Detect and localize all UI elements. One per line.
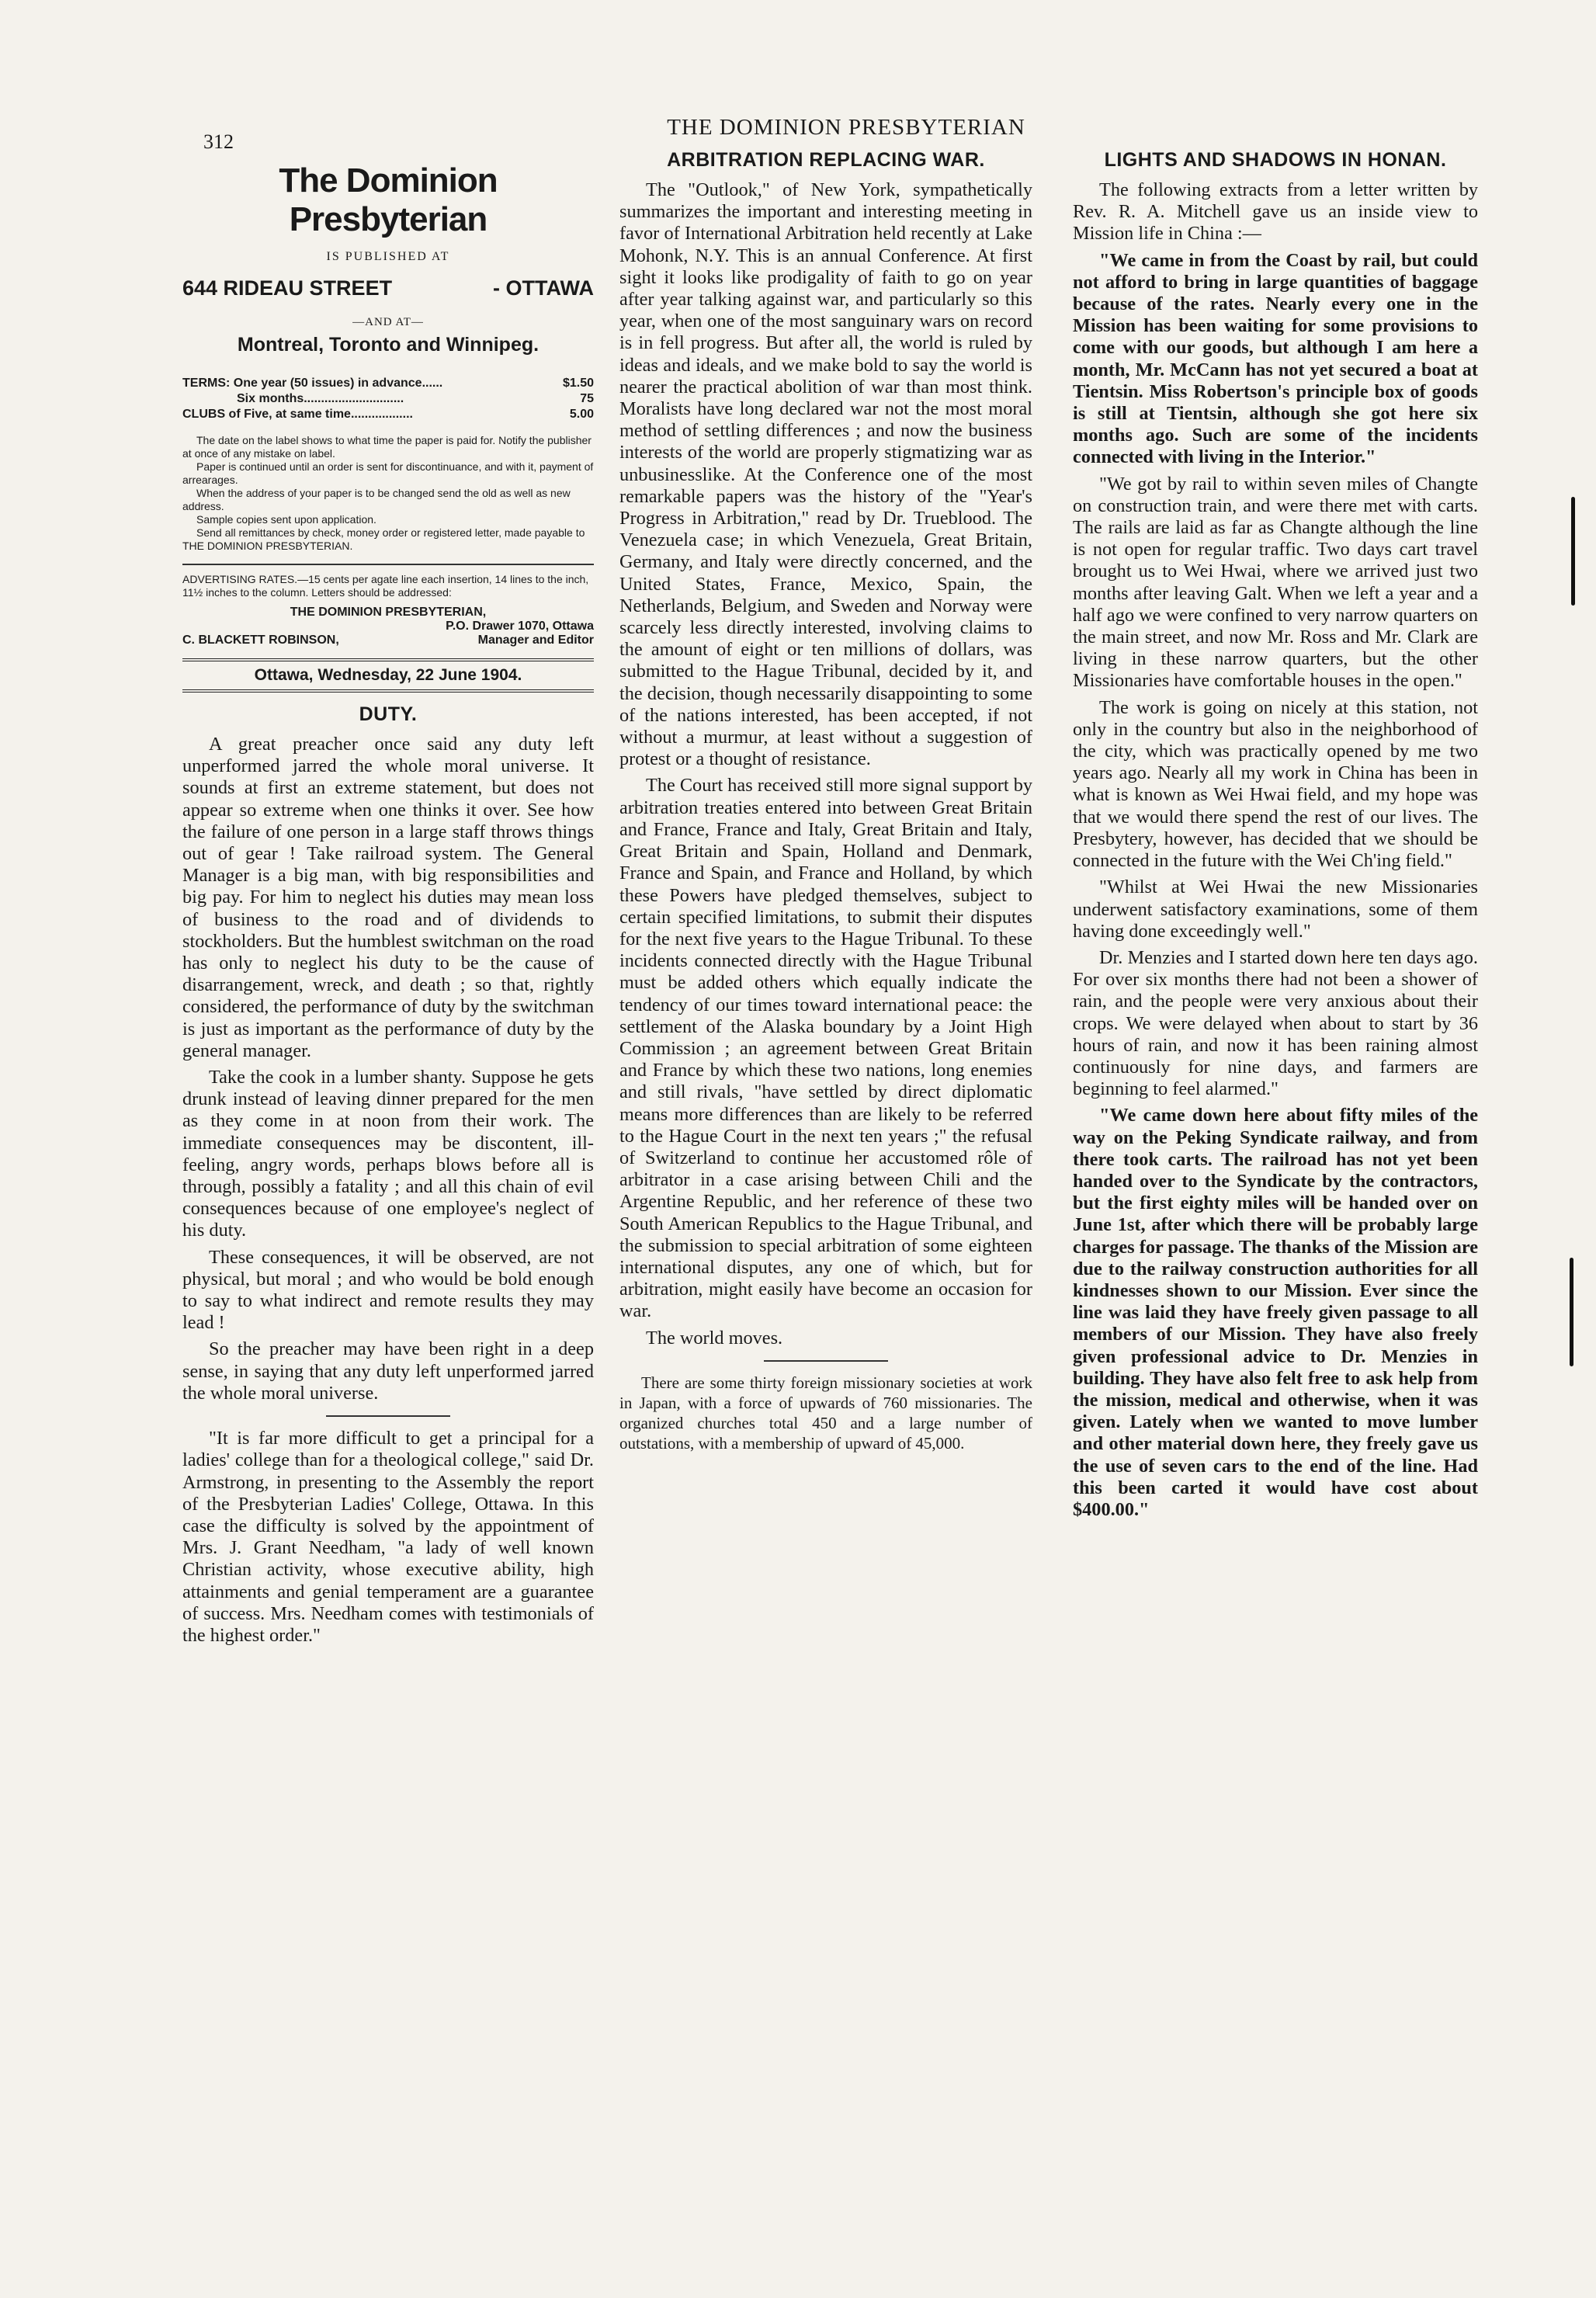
arbitration-article [619,179,1032,1349]
arbitration-heading: ARBITRATION REPLACING WAR. [667,149,985,171]
editor-line: C. BLACKETT ROBINSON, Manager and Editor [182,634,594,647]
paragraph: Take the cook in a lumber shanty. Suppose he gets drunk instead of leaving dinner prepared for the men as they come in at noon from their work. The immediate consequences may be discontent, ill-feeling, angry words, perhaps blows before all is through, possibly a fatality ; and all this chain of evil consequences because of one employee's neglect of his duty. [182,1067,594,1241]
note: Send all remittances by check, money order or registered letter, made payable to THE DOMINION PRESBYTERIAN. [182,526,585,552]
honan-heading: LIGHTS AND SHADOWS IN HONAN. [1104,149,1447,171]
paragraph: The work is going on nicely at this station, not only in the country but also in the neighborhood of the city, which was practically opened by me two years ago. Nearly all my work in China has been in what is known as Wei Hwai field, and my hope was that we would there spend the rest of our lives. The Presbytery, however, has decided that we should be connected in the future with the Wei Ch'ing field." [1073,696,1478,872]
duty-heading: DUTY. [359,703,418,725]
column-left [182,148,594,1651]
paragraph: "Whilst at Wei Hwai the new Missionaries underwent satisfactory examinations, some of them having done exceedingly well." [1073,877,1478,942]
terms-row: TERMS: One year (50 issues) in advance...... $1.50 [182,377,594,390]
note: When the address of your paper is to be changed send the old as well as new address. [182,487,571,512]
address-city: - OTTAWA [493,276,594,300]
masthead-address [182,276,594,300]
paragraph: The following extracts from a letter written by Rev. R. A. Mitchell gave us an inside view to Mission life in China :— [1073,179,1478,245]
masthead-and-at: —AND AT— [352,316,424,328]
paragraph: A great preacher once said any duty left unperformed jarred the whole moral universe. It sounds at first an extreme statement, but does not appear so extreme when one thinks it over. See how the failure of one person in a large staff throws things out of gear ! Take railroad system. The General Manager is a big man, with big responsibilities and big pay. For him to neglect his duties may mean loss of business to the road and of dividends to stockholders. But the humblest switchman on the road has only to neglect his duty to be the cause of disarrangement, wreck, and death ; so that, rightly considered, the performance of duty by the switchman is just as important as the performance of duty by the general manager. [182,734,594,1061]
paragraph: These consequences, it will be observed, are not physical, but moral ; and who would be bold enough to say to what indirect and remote results they may lead ! [182,1246,594,1334]
column-middle [619,148,1032,1453]
japan-note [619,1373,1032,1453]
paragraph: The Court has received still more signal support by arbitration treaties entered into between Great Britain and France, France and Italy, Great Britain and Italy, Great Britain and Spain, Holland and Denmark, France and Spain, and France and Holland, by which these Powers have pledged themselves, subject to certain specified limitations, to submit their disputes for the next five years to the Hague Tribunal. To these incidents connected directly with the Hague Tribunal must be added others which equally indicate the tendency of our times toward international peace: the settlement of the Alaska boundary by a Joint High Commission ; an agreement between Great Britain and France by which these two nations, long enemies and still rivals, "have settled by direct diplomatic means more differences than are likely to be referred to the Hague Court in the next ten years ;" the refusal of Switzerland to continue her accustomed rôle of arbitrator in a case arising between Chili and the Argentine Republic, and her reference of these two South American Republics to the Hague Tribunal, and the submission to special arbitration of some eighteen international disputes, any one of which, but for arbitration, might easily have become an occasion for war. [619,775,1032,1322]
paragraph: Dr. Menzies and I started down here ten days ago. For over six months there had not been a shower of rain, and the people were very anxious about their crops. We were delayed when about to start by 36 hours of rain, and now it has been raining almost continuously for nine days, and farmers are beginning to feel alarmed." [1073,946,1478,1100]
subscription-terms [182,377,594,422]
paragraph: So the preacher may have been right in a deep sense, in saying that any duty left unperformed jarred the whole moral universe. [182,1338,594,1404]
masthead-cities: Montreal, Toronto and Winnipeg. [237,334,540,356]
scan-artifact [1570,1258,1573,1366]
column-right [1073,148,1478,1526]
running-head: THE DOMINION PRESBYTERIAN [667,115,1025,140]
paragraph: The "Outlook," of New York, sympathetically summarizes the important and interesting meeting in favor of International Arbitration held recently at Lake Mohonk, N.Y. This is an annual Conference. At first sight it looks like prodigality of faith to go on year after year talking against war, and particularly so this year, when one of the most sanguinary wars on record is in fell progress. But after all, the world is ruled by ideas and ideals, and we make bold to say the world is nearer the practical abolition of war than most think. Moralists have long declared war not the most moral method of settling differences ; and now the business interests of the world are properly stigmatizing war as unbusinesslike. At the Conference one of the most remarkable papers was the history of the "Year's Progress in Arbitration," read by Dr. Trueblood. The Venezuela case; in which Venezuela, Great Britain, Germany, and Italy were directly concerned, and the United States, France, Mexico, Spain, the Netherlands, Belgium, and Sweden and Norway were scarcely less directly interested, involving claims to the amount of eight or ten millions of dollars, was submitted to the Hague Tribunal, decided by it, and the decision, though necessarily disappointing to some of the nations interested, has been accepted, if not without a murmur, at least without a suggestion of protest or a thought of resistance. [619,179,1032,770]
duty-article [182,734,594,1404]
mailing-address [182,606,594,647]
page-number: 312 [203,130,234,153]
section-divider [326,1415,450,1417]
note: The date on the label shows to what time the paper is paid for. Notify the publisher at once of any mistake on label. [182,434,592,460]
section-divider [764,1360,888,1362]
note: Paper is continued until an order is sent for discontinuance, and with it, payment of arrearages. [182,460,594,486]
paragraph: "We came down here about fifty miles of the way on the Peking Syndicate railway, and from there took carts. The railroad has not yet been handed over to the Syndicate by the contractors, but the first eighty miles will be handed over on June 1st, after which there will be probably large charges for passage. The thanks of the Mission are due to the railway construction authorities for all kindnesses shown to our Mission. Ever since the line was laid they have freely given passage to all members of our Mission. They have also freely given professional advice to Dr. Menzies in building. They have also felt free to ask help from the mission, medical and otherwise, when it was given. Lately when we wanted to move lumber and other material down here, they freely gave us the use of seven cars to the end of the line. Had this been carted it would have cost about $400.00." [1073,1105,1478,1520]
paragraph: The world moves. [646,1327,783,1349]
paragraph: "We came in from the Coast by rail, but could not afford to bring in large quantities of baggage because of the rates. Nearly every one in the Mission has been waiting for some provisions to come with our goods, but although I am here a month, Mr. McCann has not yet secured a boat at Tientsin. Miss Robertson's principle box of goods is still at Tientsin, although she got here six months ago. Such are some of the incidents connected with living in the Interior." [1073,249,1478,468]
note: Sample copies sent upon application. [196,513,376,526]
terms-row: Six months............................. 75 [237,392,594,405]
terms-row: CLUBS of Five, at same time.................. 5.00 [182,408,594,421]
subscription-notes [182,434,594,553]
honan-article [1073,179,1478,1521]
dateline: Ottawa, Wednesday, 22 June 1904. [182,658,594,693]
college-article [182,1428,594,1647]
masthead-published-at: IS PUBLISHED AT [326,250,450,263]
paragraph: "It is far more difficult to get a principal for a ladies' college than for a theological college," said Dr. Armstrong, in presenting to the Assembly the report of the Presbyterian Ladies' College, Ottawa. In this case the difficulty is solved by the appointment of Mrs. J. Grant Needham, "a lady of well known Christian activity, whose executive ability, high attainments and genial temperament are a guarantee of success. Mrs. Needham comes with testimonials of the highest order." [182,1428,594,1646]
po-drawer: P.O. Drawer 1070, Ottawa [446,620,594,633]
paragraph: "We got by rail to within seven miles of Changte on construction train, and were there met with carts. The rails are laid as far as Changte although the line is not open for regular traffic. Two days cart travel brought us to Wei Hwai, where we arrived just two months after leaving Galt. When we left a year and a half ago we were confined to very narrow quarters on the main street, and now Mr. Ross and Mr. Clark are living in these narrow quarters, but the other Missionaries have comfortable houses in the open." [1073,473,1478,692]
scan-artifact [1571,497,1575,606]
masthead [182,161,594,356]
advertising-rates: ADVERTISING RATES.—15 cents per agate line each insertion, 14 lines to the inch, 11½ inches to the column. Letters should be addressed: [182,564,594,599]
masthead-title: The Dominion Presbyterian [279,161,498,238]
publisher-name: THE DOMINION PRESBYTERIAN, [290,606,487,619]
paragraph: There are some thirty foreign missionary societies at work in Japan, with a force of upwards of 760 missionaries. The organized churches total 450 and a large number of outstations, with a membership of upward of 45,000. [619,1373,1032,1453]
address-street: 644 RIDEAU STREET [182,276,393,300]
